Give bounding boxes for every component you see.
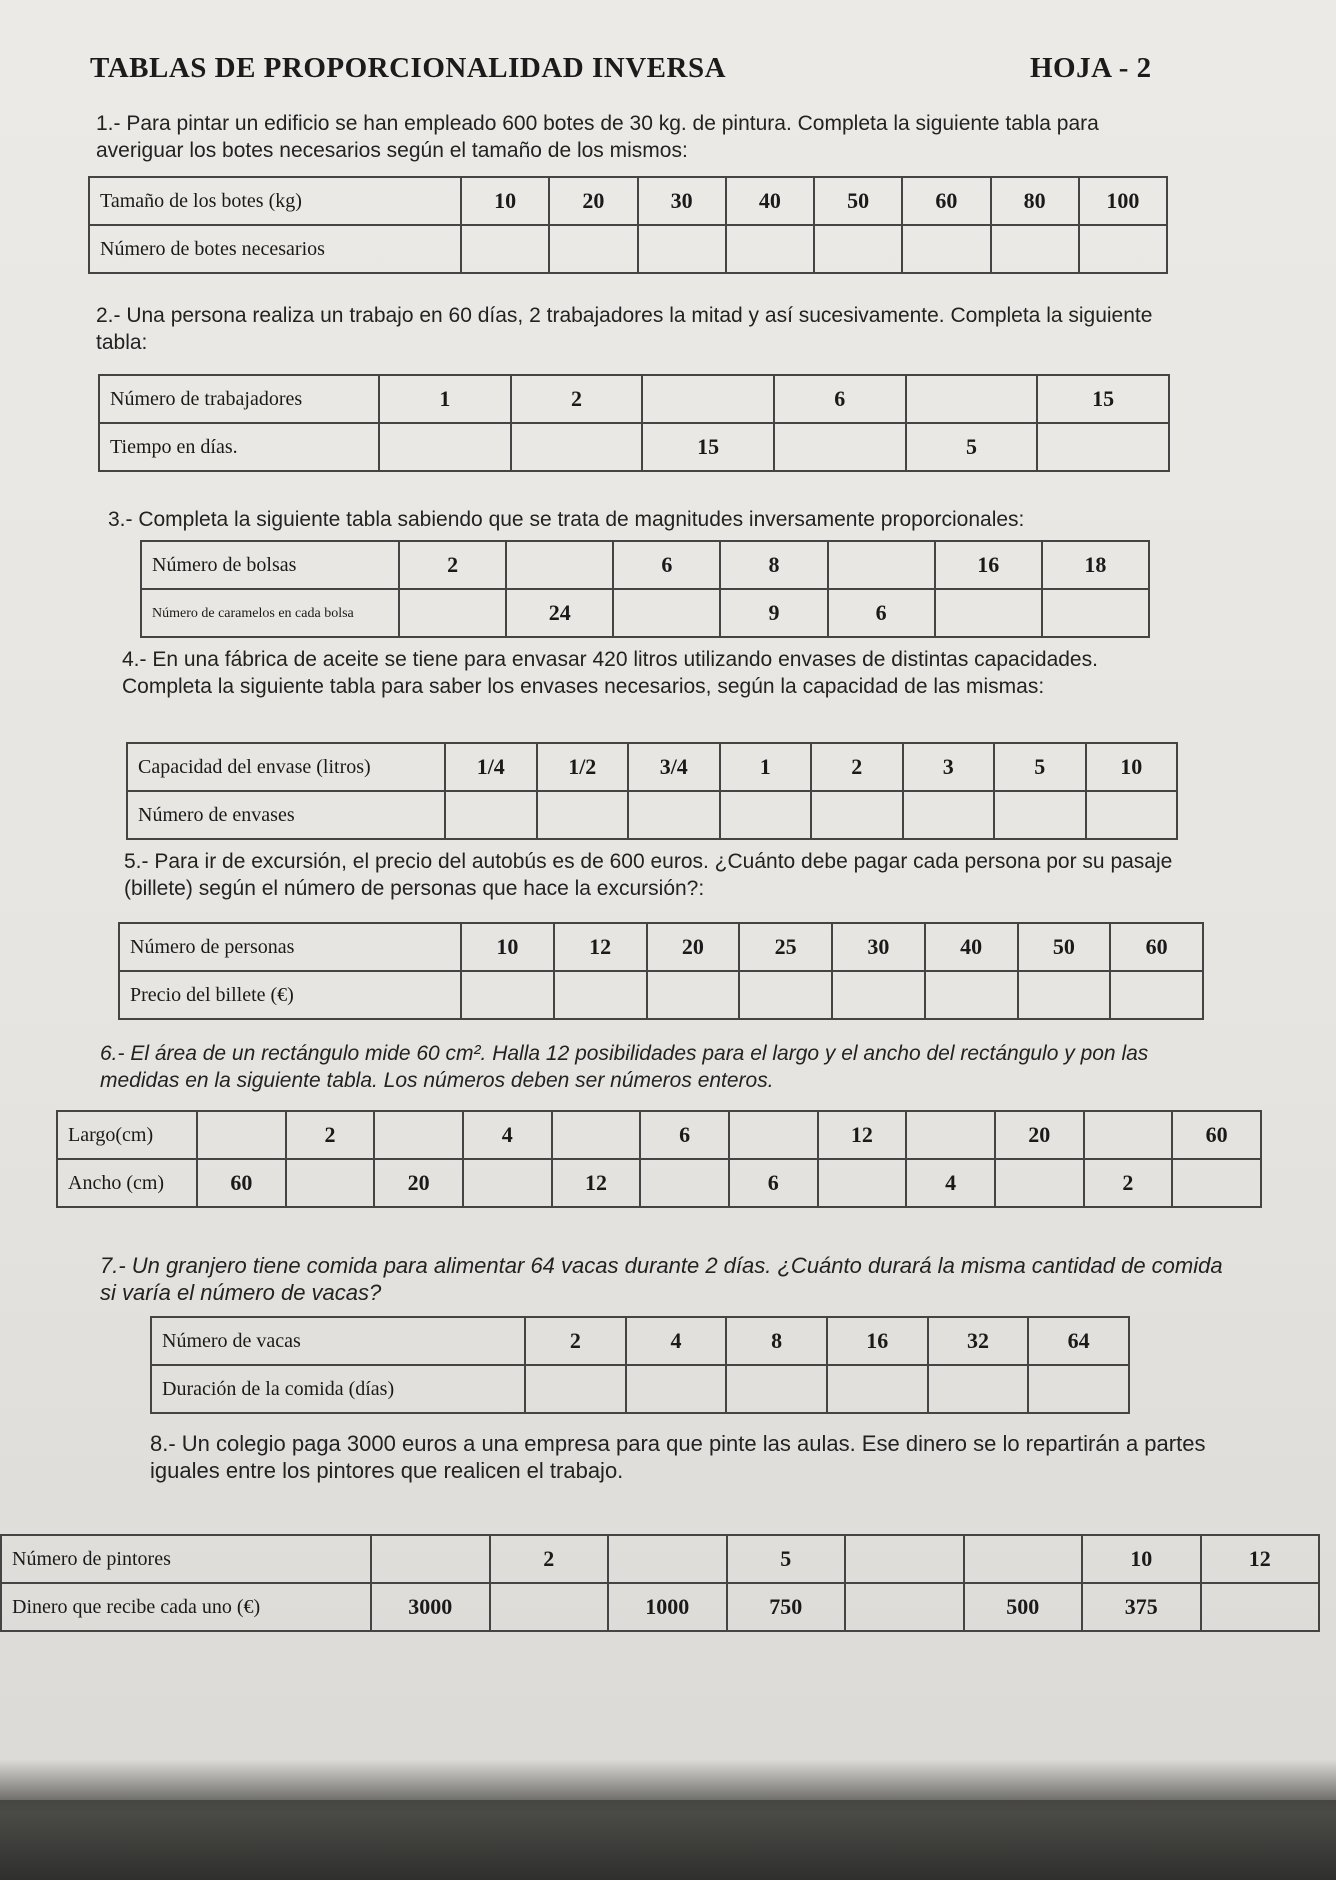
row-label: Número de botes necesarios: [89, 225, 461, 273]
table-cell[interactable]: [774, 423, 906, 471]
sheet-number: HOJA - 2: [1030, 52, 1152, 84]
exercise-6-table: [56, 1110, 1262, 1208]
row-label: Número de personas: [119, 923, 461, 971]
row-label: Tiempo en días.: [99, 423, 379, 471]
table-cell[interactable]: [828, 541, 935, 589]
table-cell[interactable]: [511, 423, 643, 471]
exercise-6-text: 6.- El área de un rectángulo mide 60 cm². Halla 12 posibilidades para el largo y el ancho del rectángulo y pon las medidas en la siguiente tabla. Los números deben ser números enteros.: [100, 1042, 1149, 1092]
row-label: Número de trabajadores: [99, 375, 379, 423]
table-cell: 2: [1084, 1159, 1173, 1207]
table-row: [127, 743, 1177, 791]
table-cell: 2: [490, 1535, 609, 1583]
row-label: Número de vacas: [151, 1317, 525, 1365]
table-row: [127, 791, 1177, 839]
exercise-4-text: 4.- En una fábrica de aceite se tiene para envasar 420 litros utilizando envases de distintas capacidades. Completa la siguiente tabla para saber los envases necesarios, según la capacidad de las mismas:: [122, 648, 1098, 698]
table-cell[interactable]: [286, 1159, 375, 1207]
table-cell: 20: [374, 1159, 463, 1207]
page-title: TABLAS DE PROPORCIONALIDAD INVERSA: [90, 52, 727, 84]
table-cell: 6: [774, 375, 906, 423]
row-label: Número de envases: [127, 791, 445, 839]
table-cell: 32: [928, 1317, 1029, 1365]
answer-cell[interactable]: [1079, 225, 1167, 273]
table-cell[interactable]: [640, 1159, 729, 1207]
exercise-1-table: [88, 176, 1168, 274]
table-cell[interactable]: [379, 423, 511, 471]
table-row: [119, 923, 1203, 971]
table-cell[interactable]: [1084, 1111, 1173, 1159]
table-cell: 12: [552, 1159, 641, 1207]
answer-cell[interactable]: [1110, 971, 1203, 1019]
answer-cell[interactable]: [1028, 1365, 1129, 1413]
answer-cell[interactable]: [832, 971, 925, 1019]
table-row: [151, 1317, 1129, 1365]
table-cell[interactable]: [399, 589, 506, 637]
table-cell: 500: [964, 1583, 1083, 1631]
table-cell: 3/4: [628, 743, 720, 791]
answer-cell[interactable]: [994, 791, 1086, 839]
table-cell[interactable]: [608, 1535, 727, 1583]
table-cell[interactable]: [463, 1159, 552, 1207]
table-cell[interactable]: [642, 375, 774, 423]
exercise-4-table: [126, 742, 1178, 840]
answer-cell[interactable]: [461, 971, 554, 1019]
table-cell: 60: [1110, 923, 1203, 971]
page-header: [90, 52, 1150, 85]
table-row: [1, 1583, 1319, 1631]
table-cell: 20: [995, 1111, 1084, 1159]
table-cell[interactable]: [1172, 1159, 1261, 1207]
table-cell: 1/2: [537, 743, 629, 791]
row-label: Precio del billete (€): [119, 971, 461, 1019]
row-label: Dinero que recibe cada uno (€): [1, 1583, 371, 1631]
table-cell: 12: [1201, 1535, 1320, 1583]
table-cell[interactable]: [613, 589, 720, 637]
exercise-2-table: [98, 374, 1170, 472]
table-cell[interactable]: [552, 1111, 641, 1159]
table-cell: 100: [1079, 177, 1167, 225]
table-cell: 6: [828, 589, 935, 637]
table-cell[interactable]: [1201, 1583, 1320, 1631]
answer-cell[interactable]: [903, 791, 995, 839]
table-cell: 16: [827, 1317, 928, 1365]
table-cell[interactable]: [1037, 423, 1169, 471]
table-cell: 2: [286, 1111, 375, 1159]
table-cell[interactable]: [845, 1535, 964, 1583]
table-row: [57, 1111, 1261, 1159]
row-label: Número de bolsas: [141, 541, 399, 589]
table-cell: 20: [549, 177, 637, 225]
exercise-2-text: 2.- Una persona realiza un trabajo en 60 días, 2 trabajadores la mitad y así sucesivamente. Completa la siguiente tabla:: [96, 304, 1153, 354]
table-cell: 12: [818, 1111, 907, 1159]
table-cell: 4: [906, 1159, 995, 1207]
answer-cell[interactable]: [902, 225, 990, 273]
table-cell[interactable]: [845, 1583, 964, 1631]
table-cell: 24: [506, 589, 613, 637]
table-cell: 40: [925, 923, 1018, 971]
exercise-8-table: [0, 1534, 1320, 1632]
table-cell: 1000: [608, 1583, 727, 1631]
table-cell: 1: [379, 375, 511, 423]
table-row: [1, 1535, 1319, 1583]
row-label: Número de caramelos en cada bolsa: [141, 589, 399, 637]
table-cell: 750: [727, 1583, 846, 1631]
table-cell: 16: [935, 541, 1042, 589]
table-cell: 5: [994, 743, 1086, 791]
table-cell: 12: [554, 923, 647, 971]
table-row: [89, 177, 1167, 225]
table-cell: 80: [991, 177, 1079, 225]
table-row: [141, 541, 1149, 589]
exercise-7-text: 7.- Un granjero tiene comida para alimentar 64 vacas durante 2 días. ¿Cuánto durará la misma cantidad de comida si varía el número de vacas?: [100, 1253, 1223, 1305]
table-cell: 40: [726, 177, 814, 225]
table-cell: 64: [1028, 1317, 1129, 1365]
table-cell: 25: [739, 923, 832, 971]
answer-cell[interactable]: [525, 1365, 626, 1413]
answer-cell[interactable]: [726, 225, 814, 273]
table-cell: 5: [727, 1535, 846, 1583]
table-cell[interactable]: [935, 589, 1042, 637]
table-cell: 50: [1018, 923, 1111, 971]
table-cell: 6: [613, 541, 720, 589]
answer-cell[interactable]: [928, 1365, 1029, 1413]
exercise-1-text: 1.- Para pintar un edificio se han empleado 600 botes de 30 kg. de pintura. Completa la siguiente tabla para averiguar los botes necesarios según el tamaño de los mismos:: [96, 112, 1099, 162]
table-cell: 2: [525, 1317, 626, 1365]
answer-cell[interactable]: [739, 971, 832, 1019]
table-cell: 1: [720, 743, 812, 791]
table-cell: 30: [832, 923, 925, 971]
row-label: Tamaño de los botes (kg): [89, 177, 461, 225]
table-cell[interactable]: [964, 1535, 1083, 1583]
answer-cell[interactable]: [827, 1365, 928, 1413]
table-cell[interactable]: [906, 375, 1038, 423]
answer-cell[interactable]: [925, 971, 1018, 1019]
photo-shadow: [0, 1760, 1336, 1880]
table-cell: 18: [1042, 541, 1149, 589]
exercise-5-table: [118, 922, 1204, 1020]
table-cell: 2: [811, 743, 903, 791]
table-row: [99, 423, 1169, 471]
row-label: Número de pintores: [1, 1535, 371, 1583]
table-row: [119, 971, 1203, 1019]
row-label: Largo(cm): [57, 1111, 197, 1159]
table-cell: 375: [1082, 1583, 1201, 1631]
table-cell: 4: [626, 1317, 727, 1365]
table-cell: 2: [511, 375, 643, 423]
exercise-3-table: [140, 540, 1150, 638]
answer-cell[interactable]: [638, 225, 726, 273]
table-cell[interactable]: [197, 1111, 286, 1159]
row-label: Capacidad del envase (litros): [127, 743, 445, 791]
answer-cell[interactable]: [1018, 971, 1111, 1019]
answer-cell[interactable]: [626, 1365, 727, 1413]
answer-cell[interactable]: [726, 1365, 827, 1413]
table-cell: 15: [642, 423, 774, 471]
answer-cell[interactable]: [814, 225, 902, 273]
row-label: Ancho (cm): [57, 1159, 197, 1207]
table-cell[interactable]: [506, 541, 613, 589]
table-cell: 20: [647, 923, 740, 971]
answer-cell[interactable]: [549, 225, 637, 273]
table-cell[interactable]: [995, 1159, 1084, 1207]
table-cell[interactable]: [818, 1159, 907, 1207]
table-cell: 10: [1082, 1535, 1201, 1583]
table-cell: 2: [399, 541, 506, 589]
table-cell[interactable]: [371, 1535, 490, 1583]
table-cell: 3000: [371, 1583, 490, 1631]
answer-cell[interactable]: [720, 791, 812, 839]
answer-cell[interactable]: [991, 225, 1079, 273]
exercise-5-text: 5.- Para ir de excursión, el precio del autobús es de 600 euros. ¿Cuánto debe pagar cada persona por su pasaje (billete) según el número de personas que hace la excursión?:: [124, 850, 1173, 900]
table-cell[interactable]: [374, 1111, 463, 1159]
table-cell: 6: [640, 1111, 729, 1159]
table-row: [99, 375, 1169, 423]
answer-cell[interactable]: [461, 225, 549, 273]
table-cell: 8: [726, 1317, 827, 1365]
table-cell: 50: [814, 177, 902, 225]
table-cell[interactable]: [729, 1111, 818, 1159]
exercise-7-table: [150, 1316, 1130, 1414]
table-row: [89, 225, 1167, 273]
table-row: [141, 589, 1149, 637]
table-cell: 9: [720, 589, 827, 637]
answer-cell[interactable]: [554, 971, 647, 1019]
answer-cell[interactable]: [811, 791, 903, 839]
answer-cell[interactable]: [647, 971, 740, 1019]
table-cell: 5: [906, 423, 1038, 471]
table-cell[interactable]: [906, 1111, 995, 1159]
table-cell[interactable]: [1042, 589, 1149, 637]
answer-cell[interactable]: [445, 791, 537, 839]
table-cell: 60: [197, 1159, 286, 1207]
table-cell[interactable]: [490, 1583, 609, 1631]
table-cell: 1/4: [445, 743, 537, 791]
answer-cell[interactable]: [1086, 791, 1178, 839]
table-cell: 60: [902, 177, 990, 225]
table-cell: 6: [729, 1159, 818, 1207]
table-cell: 60: [1172, 1111, 1261, 1159]
table-row: [151, 1365, 1129, 1413]
row-label: Duración de la comida (días): [151, 1365, 525, 1413]
table-cell: 10: [1086, 743, 1178, 791]
exercise-3-text: 3.- Completa la siguiente tabla sabiendo que se trata de magnitudes inversamente proporcionales:: [108, 508, 1025, 531]
table-cell: 3: [903, 743, 995, 791]
table-cell: 15: [1037, 375, 1169, 423]
answer-cell[interactable]: [537, 791, 629, 839]
exercise-8-text: 8.- Un colegio paga 3000 euros a una empresa para que pinte las aulas. Ese dinero se lo repartirán a partes iguales entre los pintores que realicen el trabajo.: [150, 1431, 1206, 1483]
table-row: [57, 1159, 1261, 1207]
table-cell: 4: [463, 1111, 552, 1159]
table-cell: 10: [461, 923, 554, 971]
table-cell: 10: [461, 177, 549, 225]
table-cell: 8: [720, 541, 827, 589]
table-cell: 30: [638, 177, 726, 225]
answer-cell[interactable]: [628, 791, 720, 839]
